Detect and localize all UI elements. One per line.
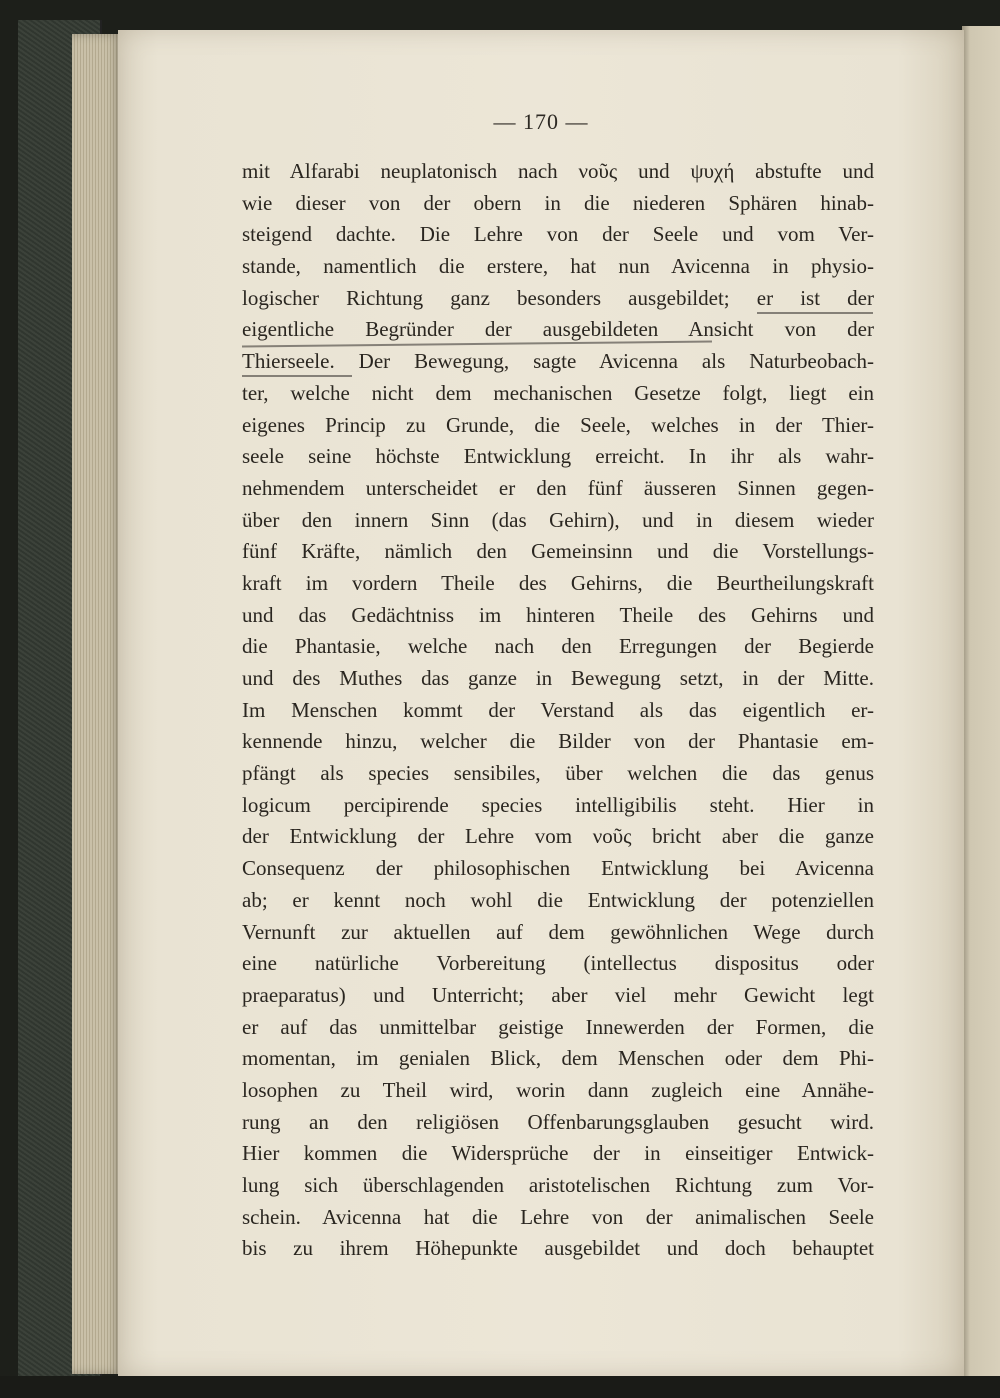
background-edge — [0, 1376, 1000, 1398]
text-line: wie dieser von der obern in die niederen Sphären hinab- — [242, 190, 874, 215]
text-line: steigend dachte. Die Lehre von der Seele und vom Ver- — [242, 222, 874, 247]
pencil-underline — [757, 312, 873, 314]
text-line: mit Alfarabi neuplatonisch nach νοῦς und ψυχή abstufte und — [242, 159, 874, 183]
text-line: kennende hinzu, welcher die Bilder von der Phantasie em- — [242, 729, 874, 754]
text-line: bis zu ihrem Höhepunkte ausgebildet und doch behauptet — [242, 1236, 874, 1261]
body-text — [242, 156, 874, 1265]
text-line: die Phantasie, welche nach den Erregungen der Begierde — [242, 634, 874, 659]
text-line: logicum percipirende species intelligibilis steht. Hier in — [242, 792, 874, 817]
text-line: kraft im vordern Theile des Gehirns, die Beurtheilungskraft — [242, 570, 874, 595]
text-line: eigenes Princip zu Grunde, die Seele, welches in der Thier- — [242, 412, 874, 437]
adjacent-page — [962, 26, 1000, 1378]
text-line: Vernunft zur aktuellen auf dem gewöhnlichen Wege durch — [242, 919, 874, 944]
text-line: Thierseele. Der Bewegung, sagte Avicenna als Naturbeobach- — [242, 349, 874, 374]
page-edges — [72, 34, 122, 1374]
text-line: logischer Richtung ganz besonders ausgebildet; er ist der — [242, 285, 874, 310]
text-line: Im Menschen kommt der Verstand als das eigentlich er- — [242, 697, 874, 722]
text-line: schein. Avicenna hat die Lehre von der animalischen Seele — [242, 1204, 874, 1229]
pencil-underline — [242, 375, 352, 377]
text-line: ab; er kennt noch wohl die Entwicklung der potenziellen — [242, 887, 874, 912]
text-line: Hier kommen die Widersprüche der in einseitiger Entwick- — [242, 1141, 874, 1166]
text-line: fünf Kräfte, nämlich den Gemeinsinn und die Vorstellungs- — [242, 539, 874, 564]
text-line: und des Muthes das ganze in Bewegung setzt, in der Mitte. — [242, 666, 874, 690]
text-line: seele seine höchste Entwicklung erreicht. In ihr als wahr- — [242, 444, 874, 469]
text-line: stande, namentlich die erstere, hat nun Avicenna in physio- — [242, 254, 874, 279]
text-line: Consequenz der philosophischen Entwicklung bei Avicenna — [242, 856, 874, 881]
page-number: — 170 — — [493, 109, 589, 134]
text-line: pfängt als species sensibiles, über welchen die das genus — [242, 761, 874, 786]
text-line: rung an den religiösen Offenbarungsglauben gesucht wird. — [242, 1109, 874, 1134]
text-line: praeparatus) und Unterricht; aber viel mehr Gewicht legt — [242, 982, 874, 1007]
text-line: losophen zu Theil wird, worin dann zugleich eine Annähe- — [242, 1077, 874, 1102]
text-line: der Entwicklung der Lehre vom νοῦς bricht aber die ganze — [242, 824, 874, 849]
text-line: lung sich überschlagenden aristotelischen Richtung zum Vor- — [242, 1173, 874, 1197]
text-line: ter, welche nicht dem mechanischen Gesetze folgt, liegt ein — [242, 380, 874, 405]
text-line: nehmendem unterscheidet er den fünf äusseren Sinnen gegen- — [242, 475, 874, 500]
text-line: über den innern Sinn (das Gehirn), und in diesem wieder — [242, 507, 874, 532]
text-line: eine natürliche Vorbereitung (intellectus dispositus oder — [242, 951, 874, 976]
text-line: momentan, im genialen Blick, dem Menschen oder dem Phi- — [242, 1046, 874, 1071]
text-line: er auf das unmittelbar geistige Innewerden der Formen, die — [242, 1014, 874, 1039]
text-line: eigentliche Begründer der ausgebildeten Ansicht von der — [242, 317, 874, 342]
text-line: und das Gedächtniss im hinteren Theile des Gehirns und — [242, 602, 874, 627]
